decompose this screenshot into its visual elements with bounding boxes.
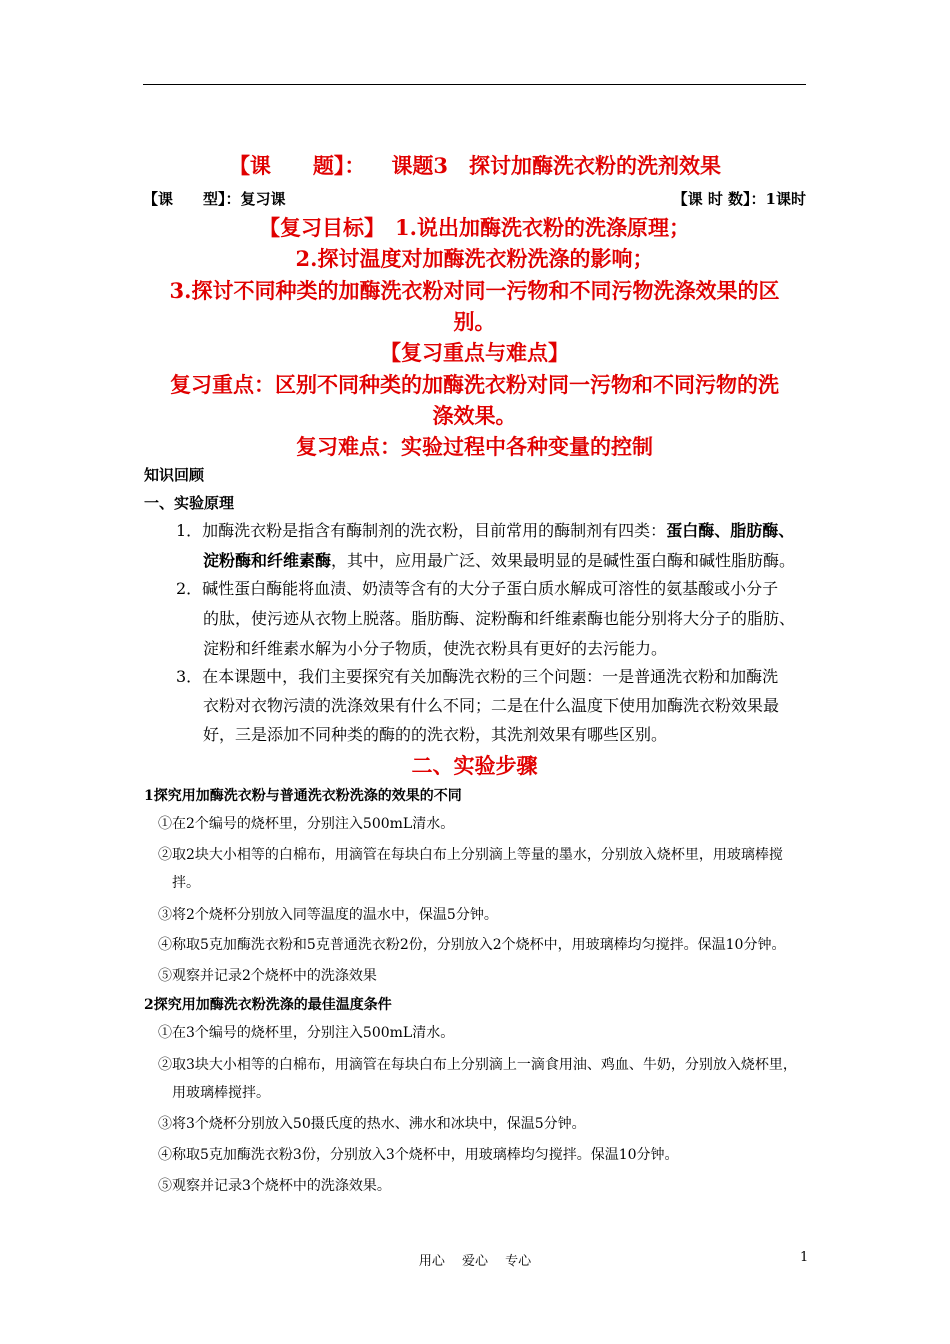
experiment-2-step-4: ④称取5克加酶洗衣粉3份，分别放入3个烧杯中，用玻璃棒均匀搅拌。保温10分钟。 [158,1147,679,1163]
experiment-2-title: 2探究用加酶洗衣粉洗涤的最佳温度条件 [144,997,392,1013]
experiment-1-step-1: ①在2个编号的烧杯里，分别注入500mL清水。 [158,816,455,832]
principle-1-line-1 [176,516,794,546]
principle-1-line-2 [203,546,795,576]
focus-line-2: 涤效果。 [432,403,517,428]
lesson-type: 【课 型】：复习课 [143,190,286,208]
experiment-1-step-3: ③将2个烧杯分别放入同等温度的温水中，保温5分钟。 [158,907,498,923]
principle-1-text-a: 1．加酶洗衣粉是指含有酶制剂的洗衣粉，目前常用的酶制剂有四类： [176,521,667,540]
lesson-title [0,150,950,180]
experiment-1-title: 1探究用加酶洗衣粉与普通洗衣粉洗涤的效果的不同 [144,788,462,804]
objective-line-1 [143,212,806,242]
objective-1: 1.说出加酶洗衣粉的洗涤原理； [395,215,690,240]
principle-1-bold-a: 蛋白酶、脂肪酶、 [666,521,795,540]
principle-3-line-1: 3．在本课题中，我们主要探究有关加酶洗衣粉的三个问题：一是普通洗衣粉和加酶洗 [176,667,779,686]
principle-heading: 一、实验原理 [144,494,235,512]
difficulty-line: 复习难点：实验过程中各种变量的控制 [296,434,653,459]
experiment-2-step-2-line-1: ②取3块大小相等的白棉布，用滴管在每块白布上分别滴上一滴食用油、鸡血、牛奶，分别放入烧杯里， [158,1057,797,1073]
lesson-hours: 【课 时 数】：1课时 [672,190,806,208]
principle-2-line-2: 的肽，使污迹从衣物上脱落。脂肪酶、淀粉酶和纤维素酶也能分别将大分子的脂肪、 [203,609,796,628]
principle-3-line-3: 好，三是添加不同种类的酶的的洗衣粉，其洗剂效果有哪些区别。 [203,725,668,744]
footer-motto: 用心 爱心 专心 [418,1254,532,1269]
principle-1-text-b: ，其中，应用最广泛、效果最明显的是碱性蛋白酶和碱性脂肪酶。 [331,551,796,570]
experiment-2-step-5: ⑤观察并记录3个烧杯中的洗涤效果。 [158,1178,391,1194]
page-number: 1 [800,1250,809,1265]
objective-3-line-1: 3.探讨不同种类的加酶洗衣粉对同一污物和不同污物洗涤效果的区 [169,278,780,303]
experiment-2-step-3: ③将3个烧杯分别放入50摄氏度的热水、沸水和冰块中，保温5分钟。 [158,1116,586,1132]
review-heading: 知识回顾 [144,466,205,484]
steps-heading: 二、实验步骤 [411,753,538,778]
experiment-2-step-1: ①在3个编号的烧杯里，分别注入500mL清水。 [158,1025,455,1041]
objectives-heading: 【复习目标】 [259,215,386,240]
title-text: 课题3 探讨加酶洗衣粉的洗剂效果 [391,153,722,178]
title-prefix: 【课 题】： [228,153,366,178]
focus-line-1: 复习重点：区别不同种类的加酶洗衣粉对同一污物和不同污物的洗 [170,372,779,397]
experiment-1-step-5: ⑤观察并记录2个烧杯中的洗涤效果 [158,968,377,984]
experiment-1-step-4: ④称取5克加酶洗衣粉和5克普通洗衣粉2份，分别放入2个烧杯中，用玻璃棒均匀搅拌。保温10分钟。 [158,937,786,953]
principle-1-bold-b: 淀粉酶和纤维素酶 [203,551,332,570]
principle-2-line-3: 淀粉和纤维素水解为小分子物质，使洗衣粉具有更好的去污能力。 [203,639,668,658]
experiment-1-step-2-line-2: 拌。 [172,875,200,891]
objective-2: 2.探讨温度对加酶洗衣粉洗涤的影响； [295,246,654,271]
principle-3-line-2: 衣粉对衣物污渍的洗涤效果有什么不同；二是在什么温度下使用加酶洗衣粉效果最 [203,696,780,715]
experiment-2-step-2-line-2: 用玻璃棒搅拌。 [172,1085,270,1101]
objective-3-line-2: 别。 [453,309,496,334]
keypoints-heading: 【复习重点与难点】 [380,340,569,365]
principle-2-line-1: 2．碱性蛋白酶能将血渍、奶渍等含有的大分子蛋白质水解成可溶性的氨基酸或小分子 [176,579,779,598]
experiment-1-step-2-line-1: ②取2块大小相等的白棉布，用滴管在每块白布上分别滴上等量的墨水，分别放入烧杯里，用玻璃棒搅 [158,847,783,863]
header-rule [143,84,806,85]
